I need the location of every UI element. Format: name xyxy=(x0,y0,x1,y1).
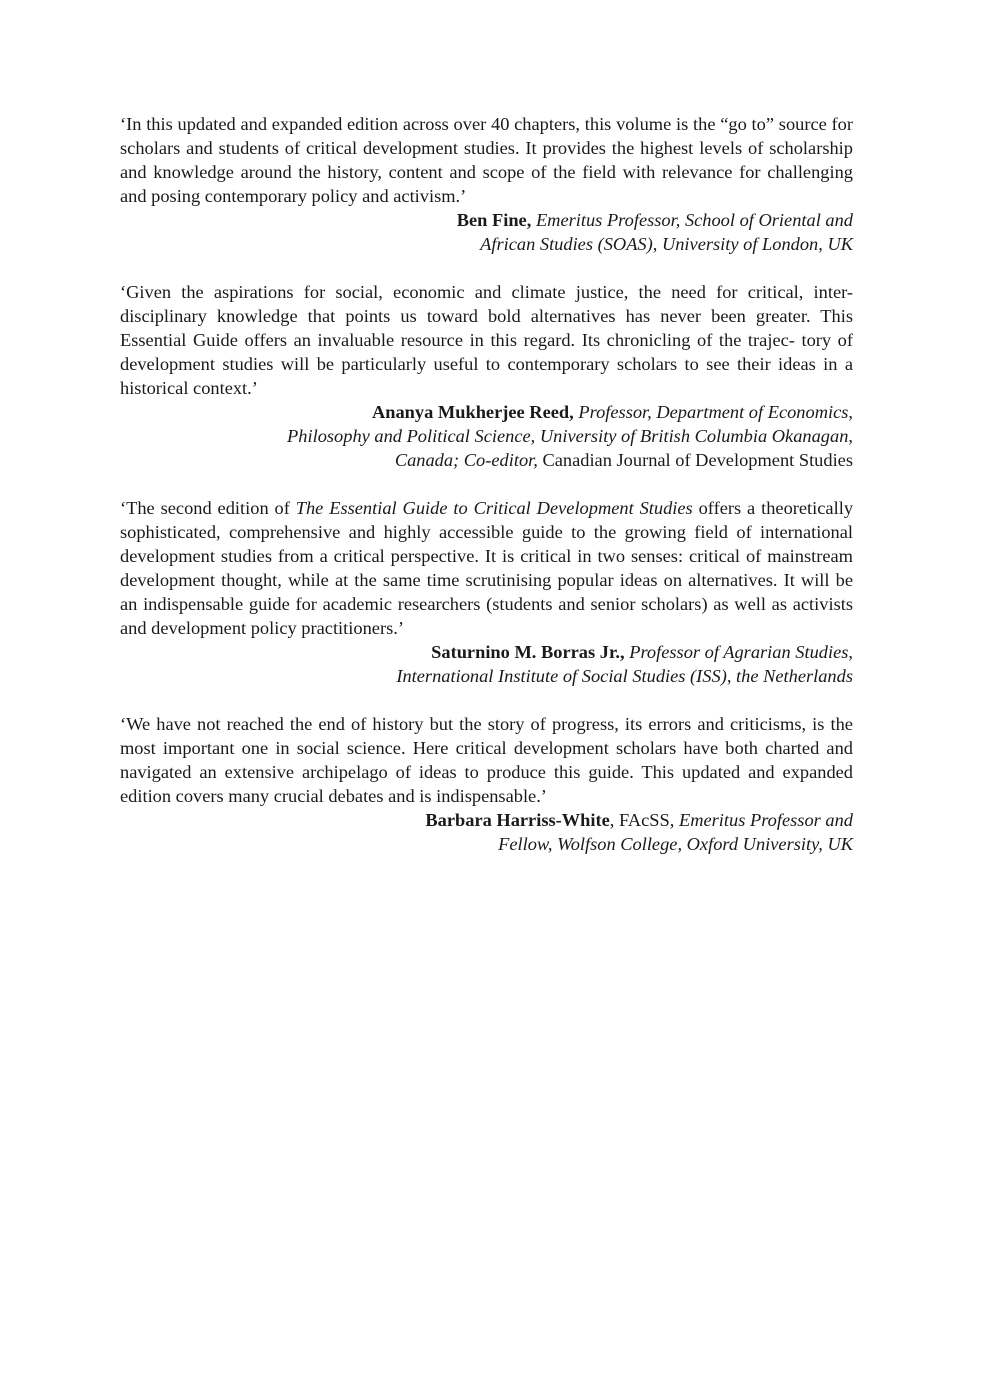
spacer xyxy=(120,256,853,280)
endorser-name: Ananya Mukherjee Reed, xyxy=(371,402,574,422)
endorsement-quote xyxy=(120,280,853,400)
endorsement-quote xyxy=(120,496,853,640)
quote-line: disciplinary knowledge that points us toward bold alternatives has never been greater. This xyxy=(120,306,853,326)
quote-line: tory of development studies will be particularly useful to contemporary scholars to see xyxy=(120,330,853,374)
quote-line: ‘We have not reached the end of history but the story of progress, its errors and criticisms, xyxy=(120,714,807,734)
spacer xyxy=(120,688,853,712)
endorser-role: Fellow, Wolfson College, Oxford University, UK xyxy=(498,834,853,854)
quote-line: both charted and navigated an extensive archipelago of ideas to produce this guide. This xyxy=(120,738,853,782)
endorser-role: Philosophy and Political Science, University of British Columbia Okanagan, xyxy=(287,426,853,446)
endorsement-quote xyxy=(120,712,853,808)
endorser-name: Ben Fine, xyxy=(456,210,532,230)
journal-title: Canadian Journal of Development Studies xyxy=(542,450,853,470)
endorser-role: International Institute of Social Studies (ISS), the Netherlands xyxy=(396,666,853,686)
endorsement-ananya-mukherjee-reed xyxy=(120,280,853,472)
endorsements-page xyxy=(120,112,853,856)
quote-line: levels of scholarship and knowledge around the history, content and scope of the field xyxy=(120,138,853,182)
endorser-role: Canada; Co-editor, xyxy=(394,450,538,470)
quote-text: offers a theoretically sophisticated, comprehensive and highly accessible guide to the growing field of international development studies from a critical perspective. It is critical in two senses: critical of mainstream development thought, while at the same time scrutinising popular ideas on alternatives. It will be an indispensable guide for academic researchers (students and senior scholars) as well as activists and development policy practitioners.’ xyxy=(120,498,854,638)
endorser-name: Barbara Harriss-White xyxy=(425,810,610,830)
endorsement-quote xyxy=(120,112,853,208)
endorsement-saturnino-borras xyxy=(120,496,853,688)
quote-line: is the most important one in social science. Here critical development scholars have xyxy=(120,714,853,758)
endorsement-attribution xyxy=(120,640,853,688)
endorser-role: African Studies (SOAS), University of London, UK xyxy=(480,234,853,254)
endorser-role: Emeritus Professor, School of Oriental and xyxy=(535,210,853,230)
endorsement-attribution xyxy=(120,208,853,256)
endorser-honorific: , FAcSS, xyxy=(609,810,675,830)
quote-line: updated and expanded edition covers many crucial debates and is indispensable.’ xyxy=(120,762,853,806)
spacer xyxy=(120,472,853,496)
endorser-role: Professor, Department of Economics, xyxy=(578,402,853,422)
endorser-role: Professor of Agrarian Studies, xyxy=(629,642,853,662)
quote-line: Essential Guide offers an invaluable resource in this regard. Its chronicling of the trajec- xyxy=(120,330,795,350)
quote-line: ‘Given the aspirations for social, economic and climate justice, the need for critical, inter- xyxy=(120,282,853,302)
endorsement-barbara-harriss-white xyxy=(120,712,853,856)
endorser-name: Saturnino M. Borras Jr., xyxy=(431,642,625,662)
quote-line: their ideas in a historical context.’ xyxy=(120,354,853,398)
endorsement-ben-fine xyxy=(120,112,853,256)
endorser-role: Emeritus Professor and xyxy=(678,810,853,830)
endorsement-attribution xyxy=(120,808,853,856)
book-title: The Essential Guide to Critical Development Studies xyxy=(295,498,693,518)
quote-line: with relevance for challenging and posing contemporary policy and activism.’ xyxy=(120,162,853,206)
quote-text: ‘The second edition of xyxy=(120,498,296,518)
endorsement-attribution xyxy=(120,400,853,472)
quote-line: source for scholars and students of critical development studies. It provides the highest xyxy=(120,114,853,158)
quote-line: ‘In this updated and expanded edition across over 40 chapters, this volume is the “go to” xyxy=(120,114,775,134)
